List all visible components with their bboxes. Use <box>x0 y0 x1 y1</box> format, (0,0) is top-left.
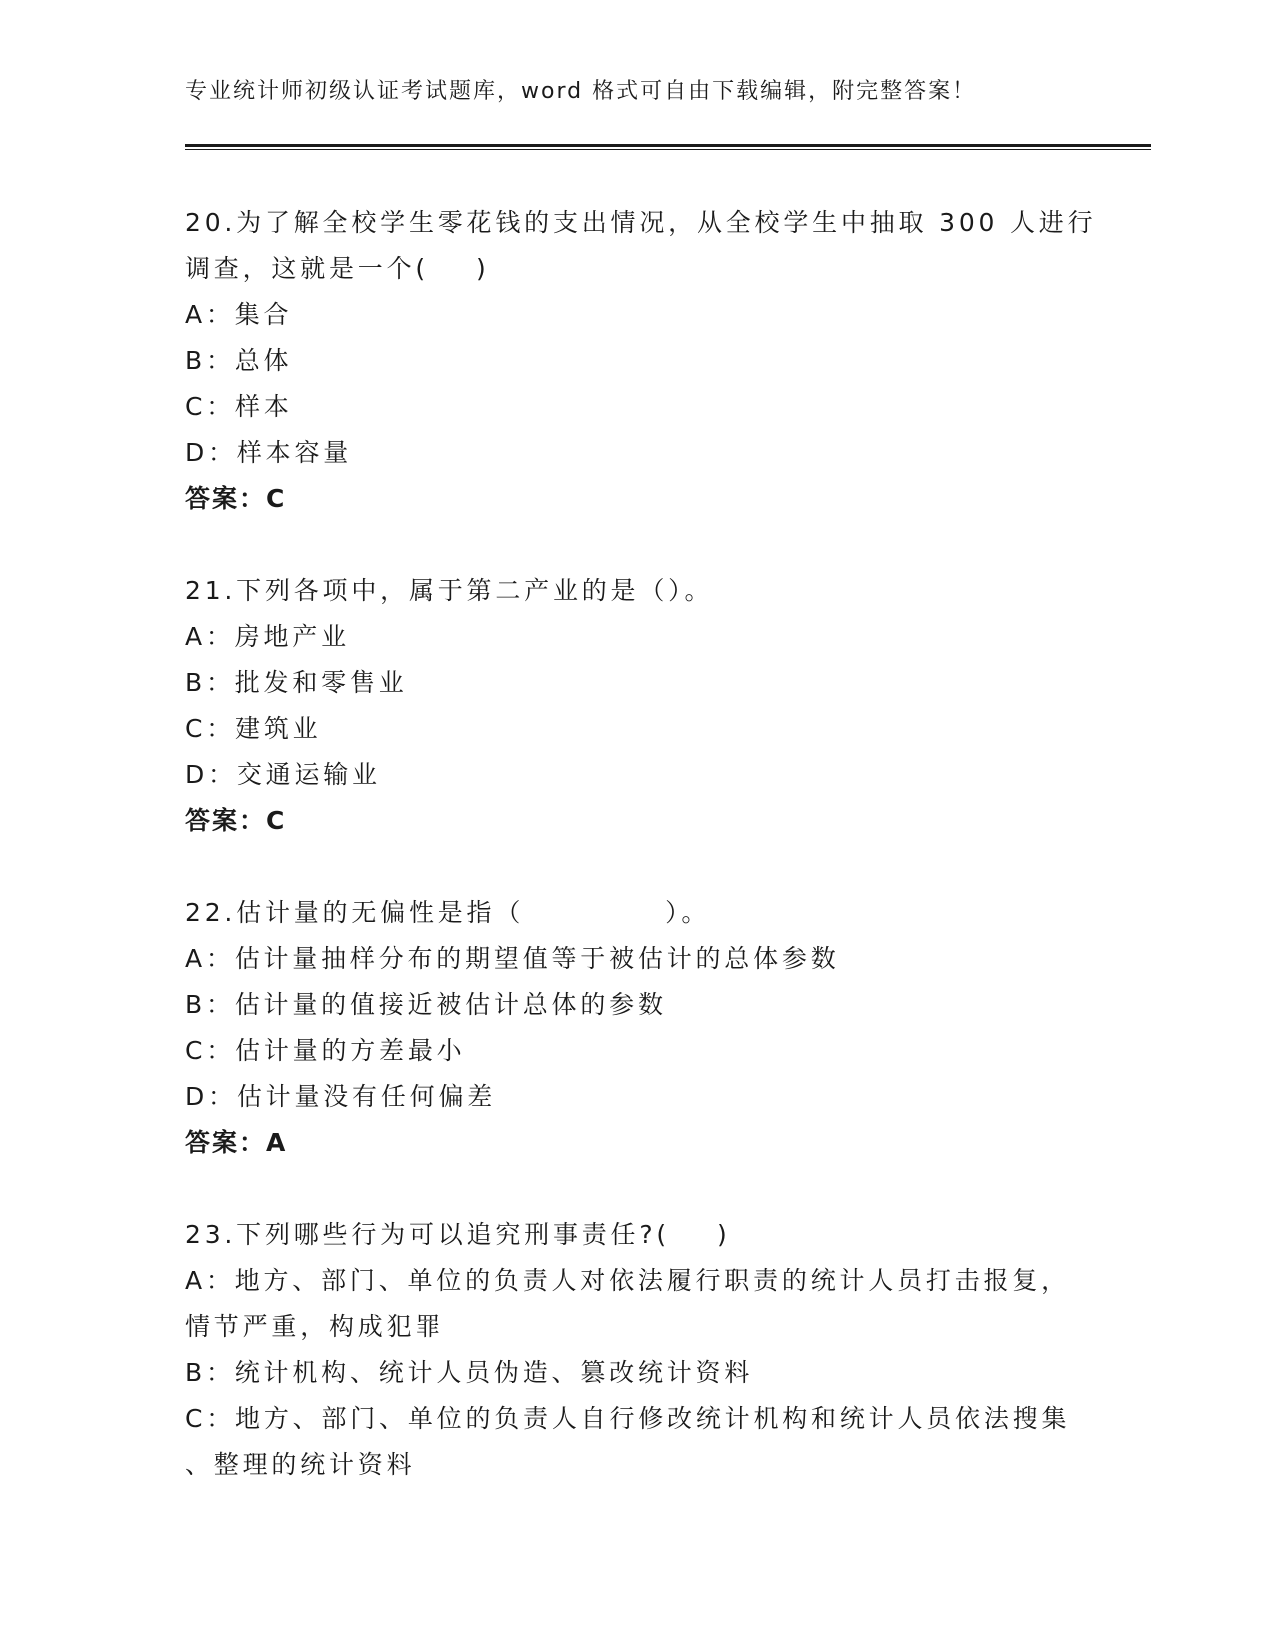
option-d: D：样本容量 <box>185 438 353 467</box>
option-b: B：统计机构、统计人员伪造、篡改统计资料 <box>185 1358 754 1387</box>
question-list <box>185 200 1097 1534</box>
answer-label: 答案：A <box>185 1128 288 1157</box>
answer-label: 答案：C <box>185 484 287 513</box>
option-c: C：地方、部门、单位的负责人自行修改统计机构和统计人员依法搜集 <box>185 1404 1071 1433</box>
question-22 <box>185 890 1085 1166</box>
option-b: B：估计量的值接近被估计总体的参数 <box>185 990 667 1019</box>
question-stem: 23.下列哪些行为可以追究刑事责任?( ) <box>185 1220 731 1249</box>
question-21 <box>185 568 1085 844</box>
option-b: B：批发和零售业 <box>185 668 408 697</box>
question-stem: 调查，这就是一个( ) <box>185 254 490 283</box>
option-d: D：估计量没有任何偏差 <box>185 1082 497 1111</box>
question-23 <box>185 1212 1085 1488</box>
question-stem: 21.下列各项中，属于第二产业的是（）。 <box>185 576 714 605</box>
option-a: A：集合 <box>185 300 293 329</box>
option-c-continued: 、整理的统计资料 <box>185 1450 416 1479</box>
option-a-continued: 情节严重，构成犯罪 <box>185 1312 445 1341</box>
page-header: 专业统计师初级认证考试题库，word 格式可自由下载编辑，附完整答案！ <box>185 79 977 104</box>
question-20 <box>185 200 1097 522</box>
option-d: D：交通运输业 <box>185 760 381 789</box>
option-c: C：估计量的方差最小 <box>185 1036 466 1065</box>
option-c: C：样本 <box>185 392 293 421</box>
option-a: A：地方、部门、单位的负责人对依法履行职责的统计人员打击报复， <box>185 1266 1070 1295</box>
header-divider <box>185 144 1151 150</box>
question-stem: 20.为了解全校学生零花钱的支出情况，从全校学生中抽取 300 人进行 <box>185 208 1097 237</box>
option-c: C：建筑业 <box>185 714 322 743</box>
question-stem: 22.估计量的无偏性是指（ ）。 <box>185 898 711 927</box>
option-a: A：估计量抽样分布的期望值等于被估计的总体参数 <box>185 944 840 973</box>
option-a: A：房地产业 <box>185 622 350 651</box>
option-b: B：总体 <box>185 346 293 375</box>
answer-label: 答案：C <box>185 806 287 835</box>
